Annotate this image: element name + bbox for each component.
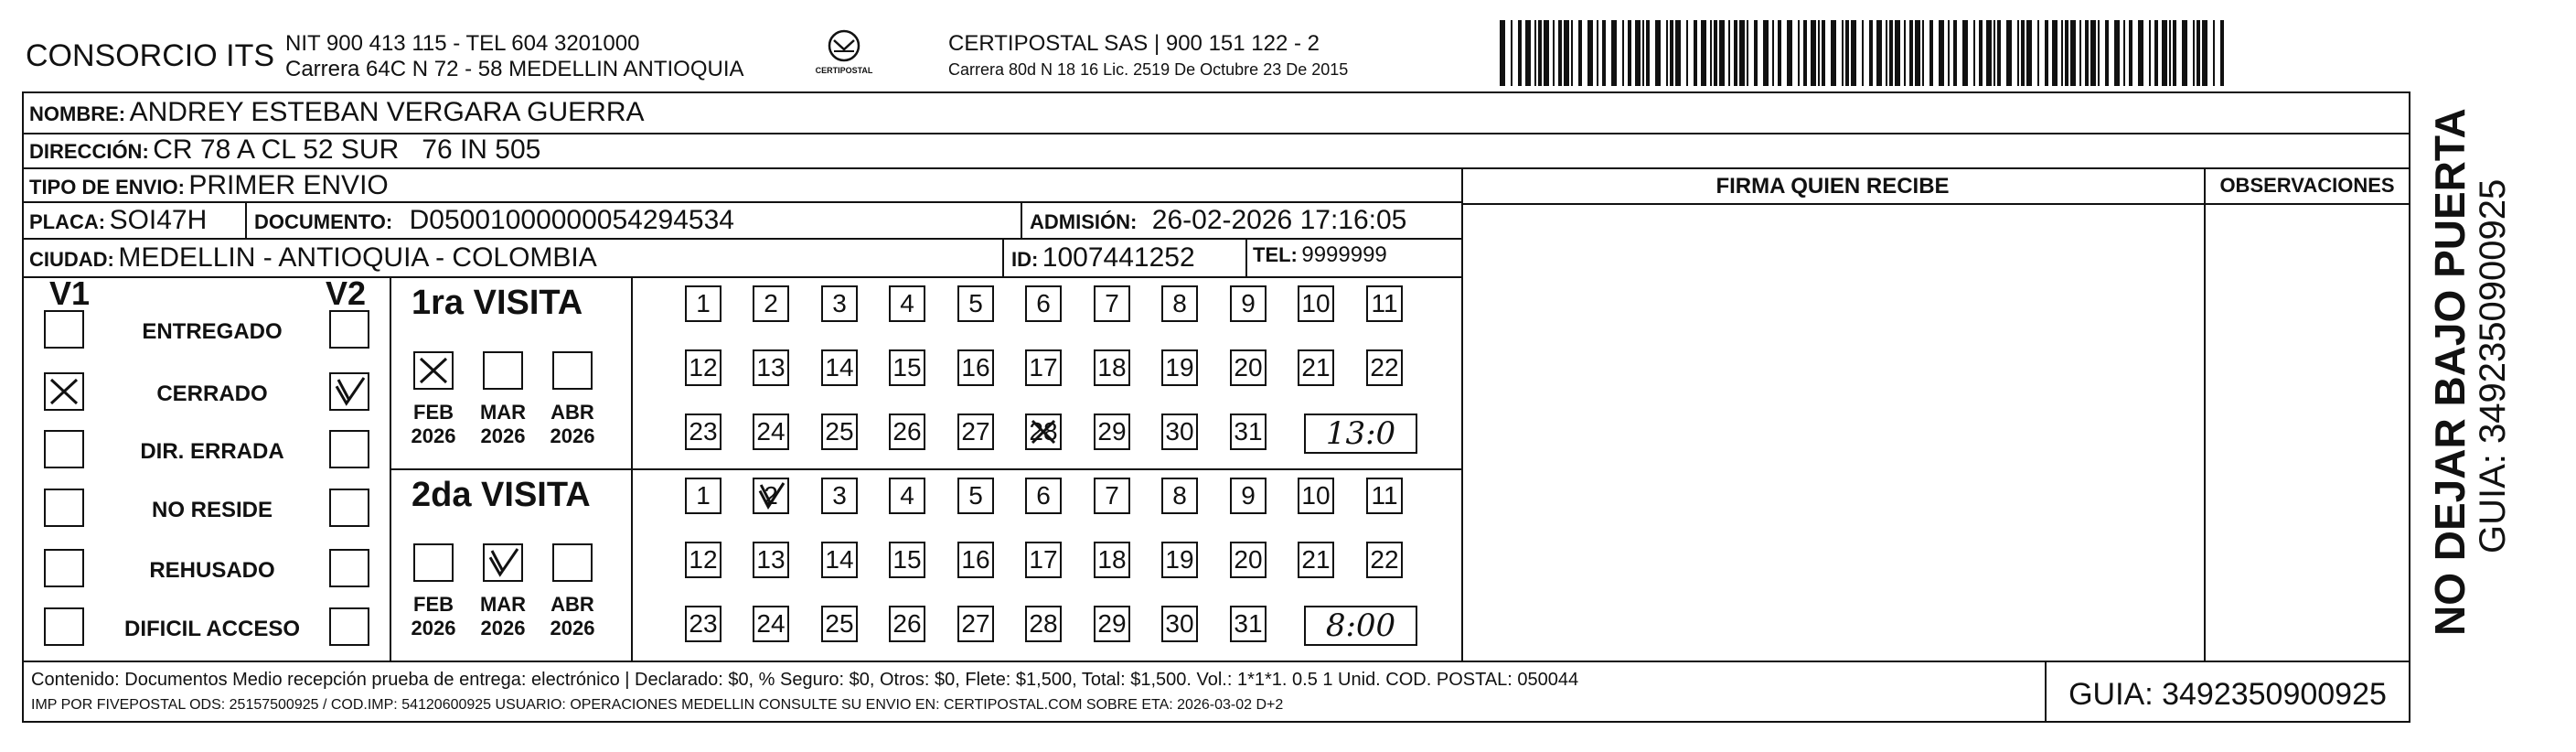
day-number: 14 (825, 353, 854, 381)
tipo-row (29, 170, 389, 201)
visit-time-box[interactable] (1304, 606, 1417, 646)
day-number: 16 (961, 545, 990, 574)
month-year: 2026 (480, 617, 526, 639)
day-number: 15 (893, 545, 922, 574)
day-box[interactable] (753, 349, 789, 386)
footer-guia: GUIA: 3492350900925 (2068, 677, 2387, 712)
day-box[interactable] (1094, 478, 1130, 514)
day-box[interactable] (685, 478, 721, 514)
day-number: 20 (1234, 545, 1263, 574)
ciudad-value: MEDELLIN - ANTIOQUIA - COLOMBIA (118, 242, 597, 273)
day-box[interactable] (821, 349, 858, 386)
day-box[interactable] (889, 542, 925, 578)
check-mark-icon (46, 374, 82, 409)
day-number: 12 (689, 545, 718, 574)
admision-value: 26-02-2026 17:16:05 (1151, 205, 1407, 235)
day-box[interactable] (753, 285, 789, 322)
day-box[interactable] (1230, 414, 1267, 450)
day-number: 30 (1165, 417, 1194, 446)
admision-row (1030, 205, 1406, 236)
day-number: 2 (764, 289, 778, 317)
v2-checkbox[interactable] (329, 549, 369, 587)
day-box[interactable] (1366, 349, 1403, 386)
day-box[interactable] (821, 285, 858, 322)
month-checkbox[interactable] (483, 351, 523, 390)
day-number: 9 (1241, 481, 1256, 510)
day-box[interactable] (753, 478, 789, 514)
observaciones-header: OBSERVACIONES (2219, 174, 2395, 197)
day-box[interactable] (957, 285, 994, 322)
status-label: NO RESIDE (151, 498, 273, 522)
day-number: 22 (1370, 545, 1399, 574)
day-box[interactable] (753, 542, 789, 578)
day-number: 27 (961, 417, 990, 446)
day-number: 14 (825, 545, 854, 574)
day-number: 24 (756, 417, 786, 446)
id-row (1011, 242, 1195, 274)
month-label (406, 593, 461, 640)
logo-text: CERTIPOSTAL (815, 66, 873, 75)
tel-row (1253, 242, 1387, 268)
month-label (476, 401, 530, 448)
v2-checkbox[interactable] (329, 489, 369, 527)
day-box[interactable] (1230, 285, 1267, 322)
visit-time-box[interactable] (1304, 414, 1417, 454)
day-box[interactable] (1230, 478, 1267, 514)
id-value: 1007441252 (1042, 242, 1195, 273)
day-number: 8 (1172, 289, 1187, 317)
company-address: Carrera 64C N 72 - 58 MEDELLIN ANTIOQUIA (285, 57, 744, 81)
nombre-row (29, 97, 645, 128)
day-box[interactable] (1025, 285, 1062, 322)
day-box[interactable] (889, 285, 925, 322)
day-number: 6 (1036, 481, 1051, 510)
day-number: 10 (1301, 289, 1331, 317)
day-box[interactable] (753, 414, 789, 450)
tipo-label: TIPO DE ENVIO: (29, 176, 185, 199)
status-label: CERRADO (156, 381, 268, 406)
footer-contenido: Contenido: Documentos Medio recepción prueba de entrega: electrónico | Declarado: $0, % Seguro: $0, Otros: $0, Flete: $1,500, Total: $1,500. Vol.: 1*1*1. 0.5 1 Unid. COD. POSTAL: 050044 (31, 670, 1579, 690)
day-box[interactable] (1161, 542, 1198, 578)
day-number: 29 (1097, 609, 1127, 638)
placa-value: SOI47H (109, 205, 208, 235)
day-number: 26 (893, 417, 922, 446)
day-box[interactable] (1025, 478, 1062, 514)
day-box[interactable] (889, 606, 925, 642)
day-number: 5 (968, 289, 983, 317)
carrier-address: Carrera 80d N 18 16 Lic. 2519 De Octubre 23 De 2015 (948, 60, 1349, 79)
day-box[interactable] (889, 478, 925, 514)
direccion-label: DIRECCIÓN: (29, 140, 149, 163)
day-number: 15 (893, 353, 922, 381)
day-box[interactable] (957, 349, 994, 386)
day-box[interactable] (1230, 542, 1267, 578)
day-box[interactable] (1161, 285, 1198, 322)
day-box[interactable] (1298, 478, 1334, 514)
day-box[interactable] (685, 285, 721, 322)
day-box[interactable] (1230, 606, 1267, 642)
v1-checkbox[interactable] (44, 430, 84, 468)
day-number: 12 (689, 353, 718, 381)
documento-value: D05001000000054294534 (409, 205, 734, 235)
documento-label: DOCUMENTO: (254, 210, 393, 233)
day-box[interactable] (821, 606, 858, 642)
placa-row (29, 205, 207, 236)
day-box[interactable] (1366, 478, 1403, 514)
day-number: 24 (756, 609, 786, 638)
day-box[interactable] (1161, 349, 1198, 386)
day-number: 2 (764, 481, 778, 510)
day-box[interactable] (1161, 414, 1198, 450)
v1-checkbox[interactable] (44, 372, 84, 411)
month-checkbox[interactable] (552, 543, 593, 582)
day-number: 8 (1172, 481, 1187, 510)
day-box[interactable] (1230, 349, 1267, 386)
day-number: 31 (1234, 417, 1263, 446)
certipostal-logo (814, 27, 874, 82)
day-number: 4 (900, 481, 914, 510)
v2-checkbox[interactable] (329, 607, 369, 646)
tipo-value: PRIMER ENVIO (188, 170, 389, 200)
tel-label: TEL: (1253, 243, 1298, 266)
firma-header: FIRMA QUIEN RECIBE (1716, 174, 1950, 199)
side-guia: GUIA: 3492350900925 (2473, 178, 2513, 553)
day-box[interactable] (685, 542, 721, 578)
month-label (406, 401, 461, 448)
day-box[interactable] (821, 542, 858, 578)
day-box[interactable] (1094, 606, 1130, 642)
day-box[interactable] (1025, 349, 1062, 386)
direccion-value: CR 78 A CL 52 SUR 76 IN 505 (153, 134, 541, 165)
admision-label: ADMISIÓN: (1030, 210, 1138, 233)
month-year: 2026 (411, 617, 456, 639)
month-name: ABR (550, 401, 594, 424)
documento-row (254, 205, 734, 236)
day-number: 3 (832, 289, 847, 317)
day-number: 3 (832, 481, 847, 510)
tel-value: 9999999 (1301, 242, 1387, 267)
day-number: 29 (1097, 417, 1127, 446)
month-name: MAR (479, 593, 527, 616)
month-name: ABR (550, 593, 594, 616)
day-number: 21 (1301, 545, 1331, 574)
day-box[interactable] (1025, 414, 1062, 450)
month-year: 2026 (480, 424, 526, 447)
v2-label: V2 (326, 274, 367, 312)
check-mark-icon (1027, 415, 1060, 448)
day-number: 30 (1165, 609, 1194, 638)
day-number: 21 (1301, 353, 1331, 381)
day-number: 17 (1029, 545, 1058, 574)
carrier-name: CERTIPOSTAL SAS | 900 151 122 - 2 (948, 31, 1320, 56)
day-box[interactable] (685, 349, 721, 386)
day-number: 17 (1029, 353, 1058, 381)
day-number: 26 (893, 609, 922, 638)
day-number: 22 (1370, 353, 1399, 381)
check-mark-icon (415, 353, 452, 388)
day-number: 20 (1234, 353, 1263, 381)
footer-imp: IMP POR FIVEPOSTAL ODS: 25157500925 / COD.IMP: 54120600925 USUARIO: OPERACIONES MEDELLIN CONSULTE SU ENVIO EN: CERTIPOSTAL.COM SOBRE ETA: 2026-03-02 D+2 (31, 697, 1284, 713)
day-box[interactable] (889, 414, 925, 450)
placa-label: PLACA: (29, 210, 106, 233)
day-number: 13 (756, 353, 786, 381)
month-checkbox[interactable] (552, 351, 593, 390)
visit1-title: 1ra VISITA (412, 284, 583, 322)
v1-checkbox[interactable] (44, 489, 84, 527)
month-year: 2026 (550, 617, 595, 639)
month-checkbox[interactable] (413, 351, 454, 390)
v2-checkbox[interactable] (329, 372, 369, 411)
day-number: 4 (900, 289, 914, 317)
company-name: CONSORCIO ITS (26, 38, 275, 73)
day-box[interactable] (1366, 285, 1403, 322)
day-box[interactable] (1161, 606, 1198, 642)
month-year: 2026 (550, 424, 595, 447)
day-number: 23 (689, 417, 718, 446)
v1-checkbox[interactable] (44, 607, 84, 646)
day-number: 23 (689, 609, 718, 638)
day-number: 7 (1105, 289, 1119, 317)
day-number: 31 (1234, 609, 1263, 638)
day-number: 11 (1371, 289, 1398, 317)
day-box[interactable] (889, 349, 925, 386)
check-mark-icon (754, 479, 787, 512)
day-box[interactable] (957, 606, 994, 642)
day-box[interactable] (1298, 349, 1334, 386)
day-number: 13 (756, 545, 786, 574)
visit2-title: 2da VISITA (412, 476, 591, 514)
v2-checkbox[interactable] (329, 430, 369, 468)
v1-label: V1 (49, 274, 91, 312)
side-warning: NO DEJAR BAJO PUERTA (2426, 108, 2474, 636)
month-checkbox[interactable] (483, 543, 523, 582)
day-number: 25 (825, 609, 854, 638)
day-number: 18 (1097, 545, 1127, 574)
day-number: 5 (968, 481, 983, 510)
day-box[interactable] (957, 414, 994, 450)
day-box[interactable] (1094, 285, 1130, 322)
day-box[interactable] (1094, 542, 1130, 578)
direccion-row (29, 134, 540, 166)
day-box[interactable] (685, 414, 721, 450)
v1-checkbox[interactable] (44, 310, 84, 349)
month-name: FEB (413, 401, 454, 424)
day-number: 1 (696, 481, 711, 510)
day-number: 10 (1301, 481, 1331, 510)
day-number: 7 (1105, 481, 1119, 510)
day-box[interactable] (1298, 542, 1334, 578)
day-number: 28 (1029, 609, 1058, 638)
day-box[interactable] (821, 414, 858, 450)
v2-checkbox[interactable] (329, 310, 369, 349)
day-box[interactable] (1025, 542, 1062, 578)
day-number: 1 (696, 289, 711, 317)
month-checkbox[interactable] (413, 543, 454, 582)
check-mark-icon (331, 374, 368, 409)
month-name: FEB (413, 593, 454, 616)
ciudad-label: CIUDAD: (29, 248, 114, 271)
status-label: REHUSADO (149, 558, 275, 583)
day-number: 11 (1371, 481, 1398, 510)
day-box[interactable] (1094, 414, 1130, 450)
visit-time: 8:00 (1325, 607, 1396, 644)
day-number: 25 (825, 417, 854, 446)
day-number: 6 (1036, 289, 1051, 317)
barcode (1500, 20, 2227, 86)
month-label (476, 593, 530, 640)
ciudad-row (29, 242, 597, 274)
day-box[interactable] (1025, 606, 1062, 642)
company-nit: NIT 900 413 115 - TEL 604 3201000 (285, 31, 640, 56)
status-label: DIR. ERRADA (140, 439, 284, 464)
month-name: MAR (479, 401, 527, 424)
day-number: 16 (961, 353, 990, 381)
nombre-value: ANDREY ESTEBAN VERGARA GUERRA (129, 97, 645, 127)
day-box[interactable] (957, 478, 994, 514)
day-box[interactable] (957, 542, 994, 578)
day-box[interactable] (1094, 349, 1130, 386)
day-number: 18 (1097, 353, 1127, 381)
barcode-bars (1500, 20, 2227, 86)
day-number: 9 (1241, 289, 1256, 317)
status-label: ENTREGADO (142, 319, 283, 344)
day-box[interactable] (1161, 478, 1198, 514)
id-label: ID: (1011, 248, 1039, 271)
visit-time: 13:0 (1325, 415, 1396, 452)
month-year: 2026 (411, 424, 456, 447)
day-number: 19 (1165, 353, 1194, 381)
day-number: 19 (1165, 545, 1194, 574)
day-box[interactable] (1366, 542, 1403, 578)
day-box[interactable] (1298, 285, 1334, 322)
nombre-label: NOMBRE: (29, 102, 126, 125)
day-box[interactable] (753, 606, 789, 642)
status-label: DIFICIL ACCESO (123, 617, 300, 641)
day-number: 27 (961, 609, 990, 638)
v1-checkbox[interactable] (44, 549, 84, 587)
day-number: 28 (1029, 417, 1058, 446)
month-label (545, 593, 600, 640)
check-mark-icon (485, 545, 521, 580)
day-box[interactable] (685, 606, 721, 642)
month-label (545, 401, 600, 448)
day-box[interactable] (821, 478, 858, 514)
